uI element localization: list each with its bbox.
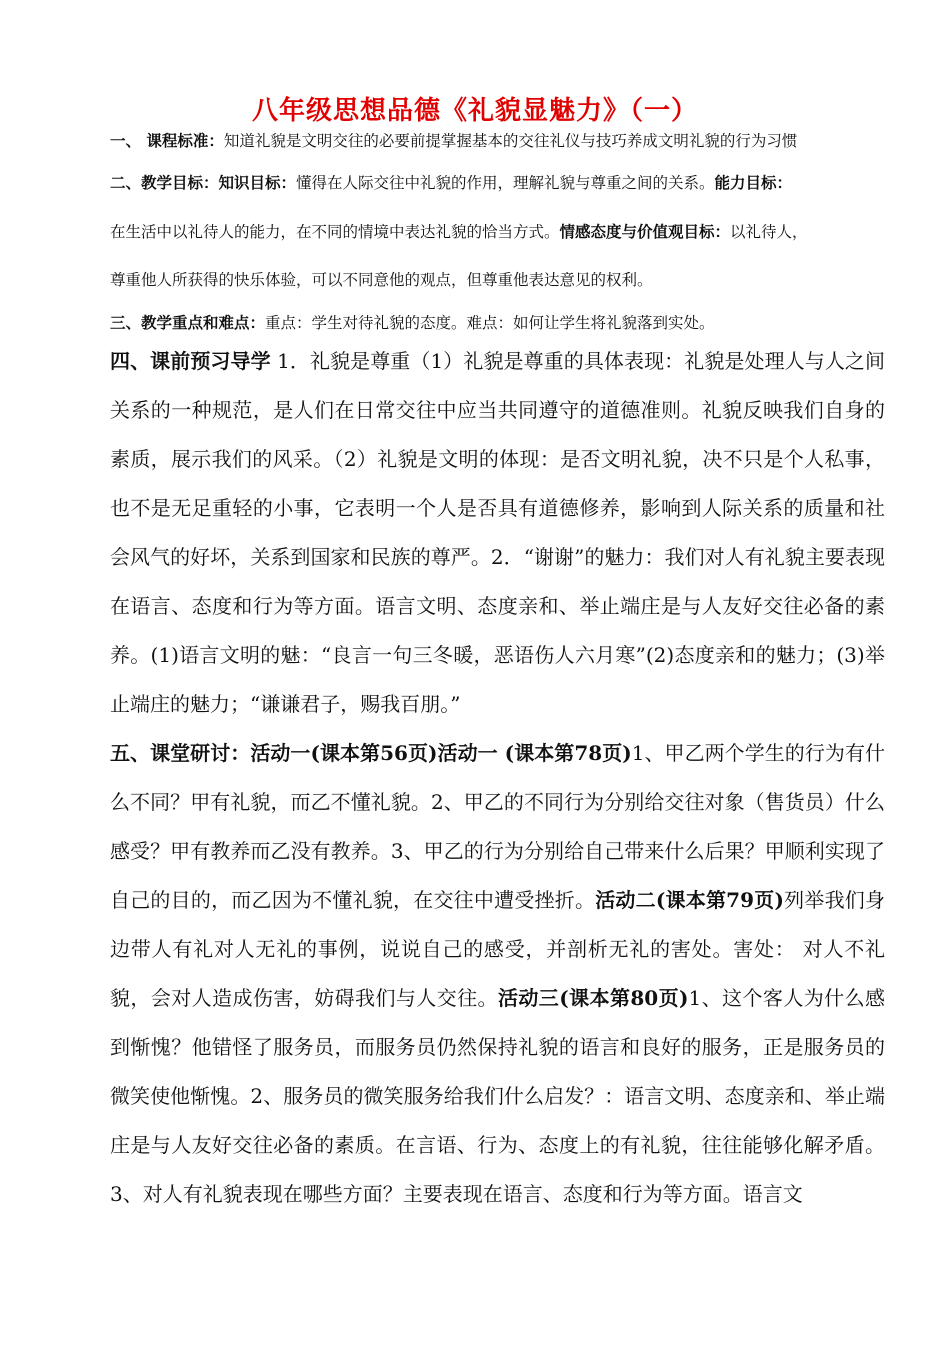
page-title: 八年级思想品德《礼貌显魅力》（一） [251, 96, 698, 126]
key-points [110, 313, 885, 333]
course-standard-heading: 一、 课程标准： [110, 131, 224, 150]
teaching-goals-line2 [110, 222, 885, 242]
key-points-text: 重点：学生对待礼貌的态度。难点：如何让学生将礼貌落到实处。 [265, 314, 715, 332]
preview-section [110, 337, 885, 729]
teaching-goals-heading: 二、教学目标：知识目标： [110, 173, 297, 192]
preview-heading: 四、课前预习导学 [110, 349, 271, 373]
teaching-goals-line3 [110, 270, 885, 290]
emotion-goal-text: 以礼待人， [730, 223, 808, 241]
teaching-goals-line1 [110, 173, 885, 193]
activity3-heading: 活动三(课本第80页) [497, 986, 689, 1010]
knowledge-goal-text: 懂得在人际交往中礼貌的作用，理解礼貌与尊重之间的关系。 [296, 174, 715, 192]
class-discussion-section [110, 729, 885, 1219]
activity2-heading: 活动二(课本第79页) [595, 888, 784, 912]
activity3-text: 1、这个客人为什么感到惭愧？他错怪了服务员，而服务员仍然保持礼貌的语言和良好的服务，正是服务员的微笑使他惭愧。2、服务员的微笑服务给我们什么启发？：语言文明、态度亲和、举止端庄是与人友好交往必备的素质。在言语、行为、态度上的有礼貌，往往能够化解矛盾。3、对人有礼貌表现在哪些方面？主要表现在语言、态度和行为等方面。语言文 [110, 986, 885, 1206]
key-points-heading: 三、教学重点和难点： [110, 313, 266, 332]
course-standard-text: 知道礼貌是文明交往的必要前提掌握基本的交往礼仪与技巧养成文明礼貌的行为习惯 [223, 132, 798, 150]
class-discussion-heading: 五、课堂研讨：活动一(课本第56页)活动一 (课本第78页) [110, 741, 632, 765]
emotion-goal-heading: 情感态度与价值观目标： [559, 222, 731, 241]
activity2-text: 列举我们身边带人有礼对人无礼的事例，说说自己的感受，并剖析无礼的害处。害处： 对人不礼貌，会对人造成伤害，妨碍我们与人交往。 [110, 888, 885, 1010]
activity1-text: 1、甲乙两个学生的行为有什么不同？甲有礼貌，而乙不懂礼貌。2、甲乙的不同行为分别给交往对象（售货员）什么感受？甲有教养而乙没有教养。3、甲乙的行为分别给自己带来什么后果？甲顺利实现了自己的目的，而乙因为不懂礼貌，在交往中遭受挫折。 [110, 741, 885, 912]
course-standard [110, 131, 885, 151]
emotion-goal-text-cont: 尊重他人所获得的快乐体验，可以不同意他的观点，但尊重他表达意见的权利。 [110, 271, 653, 289]
ability-goal-heading: 能力目标： [714, 173, 793, 192]
ability-goal-text: 在生活中以礼待人的能力，在不同的情境中表达礼貌的恰当方式。 [110, 223, 560, 241]
preview-body: 1．礼貌是尊重（1）礼貌是尊重的具体表现：礼貌是处理人与人之间关系的一种规范，是人们在日常交往中应当共同遵守的道德准则。礼貌反映我们自身的素质，展示我们的风采。（2）礼貌是文明的体现：是否文明礼貌，决不只是个人私事，也不是无足重轻的小事，它表明一个人是否具有道德修养，影响到人际关系的质量和社会风气的好坏，关系到国家和民族的尊严。2．“谢谢”的魅力：我们对人有礼貌主要表现在语言、态度和行为等方面。语言文明、态度亲和、举止端庄是与人友好交往必备的素养。(1)语言文明的魅：“良言一句三冬暖，恶语伤人六月寒”(2)态度亲和的魅力；(3)举止端庄的魅力；“谦谦君子，赐我百朋。” [110, 349, 885, 716]
